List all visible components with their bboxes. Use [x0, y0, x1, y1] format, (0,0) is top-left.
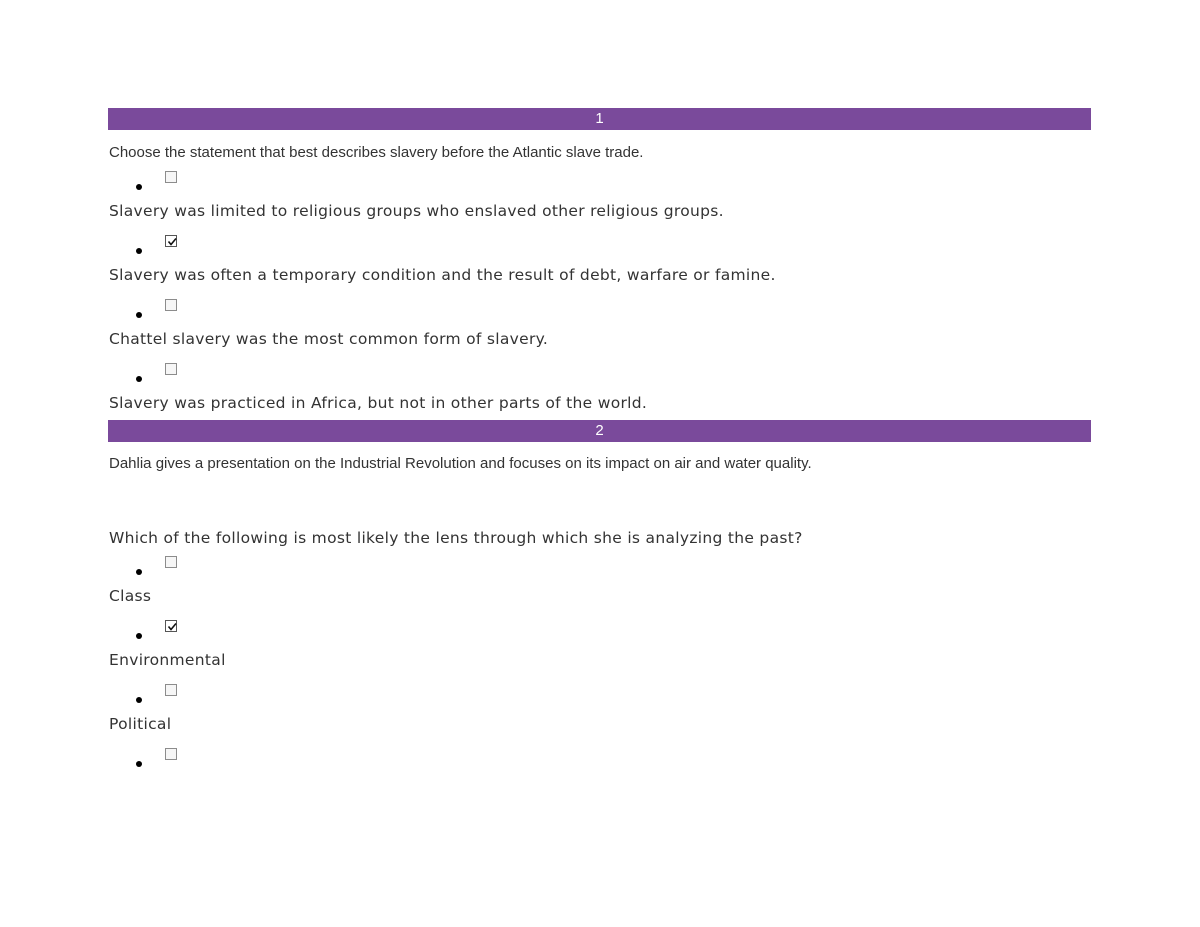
answer-text: Slavery was often a temporary condition and the result of debt, warfare or famine.: [109, 266, 776, 284]
answer-checkbox[interactable]: [165, 620, 177, 632]
question-number: 1: [595, 110, 604, 127]
answer-text: Slavery was practiced in Africa, but not in other parts of the world.: [109, 394, 648, 412]
bullet-icon: [136, 569, 142, 575]
answer-checkbox[interactable]: [165, 363, 177, 375]
answer-option: [108, 611, 1091, 675]
question-number: 2: [595, 422, 604, 439]
answer-option: [108, 162, 1091, 226]
answer-checkbox[interactable]: [165, 748, 177, 760]
answer-text: Class: [109, 587, 152, 605]
answer-option: [108, 354, 1091, 418]
answer-checkbox[interactable]: [165, 684, 177, 696]
question-subprompt: Which of the following is most likely the lens through which she is analyzing the past?: [109, 529, 803, 547]
checkmark-icon: [166, 621, 178, 633]
bullet-icon: [136, 633, 142, 639]
question-header: [108, 420, 1091, 442]
answer-checkbox[interactable]: [165, 235, 177, 247]
answer-text: Environmental: [109, 651, 226, 669]
question-header: [108, 108, 1091, 130]
question-prompt: Dahlia gives a presentation on the Industrial Revolution and focuses on its impact on air and water quality.: [109, 455, 812, 472]
bullet-icon: [136, 697, 142, 703]
bullet-icon: [136, 376, 142, 382]
answer-option: [108, 675, 1091, 739]
quiz-document: [108, 108, 1091, 803]
bullet-icon: [136, 761, 142, 767]
bullet-icon: [136, 248, 142, 254]
checkmark-icon: [166, 236, 178, 248]
answer-checkbox[interactable]: [165, 171, 177, 183]
answer-text: Political: [109, 715, 172, 733]
answer-text: Chattel slavery was the most common form of slavery.: [109, 330, 549, 348]
answer-option: [108, 226, 1091, 290]
bullet-icon: [136, 184, 142, 190]
bullet-icon: [136, 312, 142, 318]
answer-checkbox[interactable]: [165, 299, 177, 311]
answer-checkbox[interactable]: [165, 556, 177, 568]
answer-option: [108, 739, 1091, 803]
answer-text: Slavery was limited to religious groups who enslaved other religious groups.: [109, 202, 724, 220]
answer-option: [108, 290, 1091, 354]
question-prompt: Choose the statement that best describes slavery before the Atlantic slave trade.: [109, 144, 644, 161]
answer-option: [108, 547, 1091, 611]
answer-text: [109, 779, 1091, 803]
